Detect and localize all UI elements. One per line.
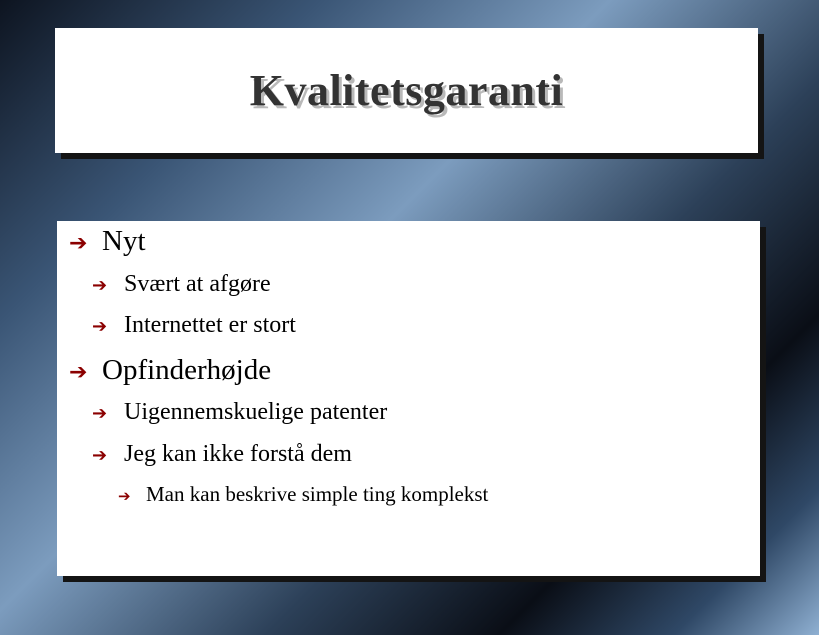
bullet-text: Man kan beskrive simple ting komplekst [146, 482, 489, 506]
bullet-text [124, 312, 296, 339]
right-arrow-icon: ➔ [92, 403, 108, 424]
bullet-man-kan-beskrive [118, 482, 488, 507]
right-arrow-icon: ➔ [118, 487, 131, 505]
bullet-text-plain: Internettet er [124, 312, 254, 338]
bullet-nyt [69, 225, 146, 258]
slide-title-box [55, 28, 758, 153]
right-arrow-icon: ➔ [92, 316, 108, 337]
bullet-uigennemskuelige-patenter [92, 399, 387, 426]
bullet-text-plain: kan ikke forstå dem [156, 441, 352, 467]
bullet-text: Opfinderhøjde [102, 354, 272, 386]
bullet-text [124, 441, 352, 468]
bullet-jeg-kan-ikke-forstaa-dem [92, 441, 352, 468]
bullet-internettet-er-stort [92, 312, 296, 339]
bullet-text: Uigennemskuelige patenter [124, 399, 388, 425]
bullet-text-italic: stort [253, 312, 296, 338]
right-arrow-icon: ➔ [69, 231, 88, 256]
bullet-opfinderhoejde [69, 354, 271, 387]
slide-content-box [57, 221, 760, 576]
bullet-text: Svært at afgøre [124, 271, 271, 297]
right-arrow-icon: ➔ [92, 275, 108, 296]
right-arrow-icon: ➔ [92, 445, 108, 466]
slide-title: Kvalitetsgaranti [249, 66, 564, 115]
right-arrow-icon: ➔ [69, 360, 88, 385]
bullet-text-italic: Jeg [124, 441, 156, 467]
bullet-text: Nyt [102, 225, 146, 257]
bullet-svaert-at-afgoere [92, 271, 271, 298]
